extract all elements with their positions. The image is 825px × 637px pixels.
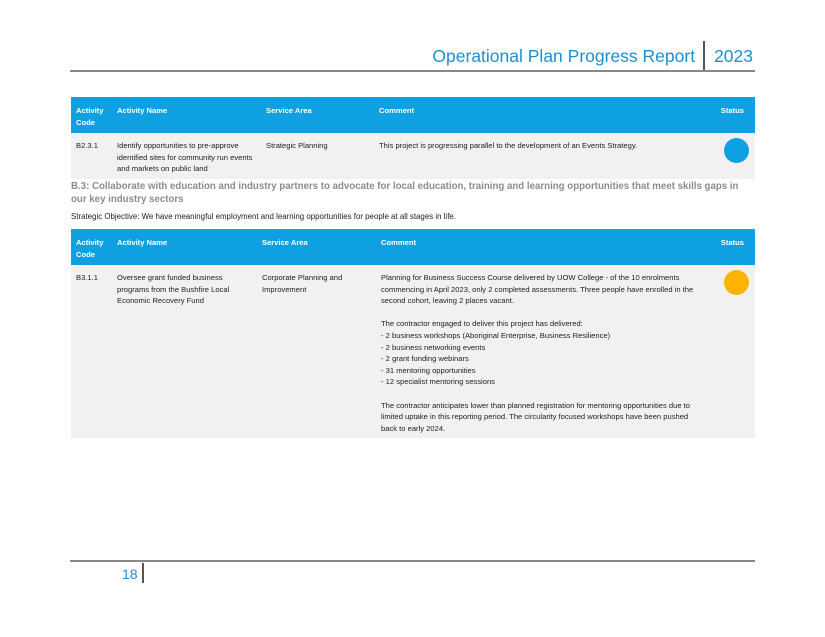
comment (376, 265, 710, 438)
col-comment: Comment (374, 97, 710, 133)
report-header (432, 40, 753, 72)
col-status: Status (710, 97, 755, 133)
table-header-row (71, 229, 755, 265)
section-heading: B.3: Collaborate with education and industry partners to advocate for local education, training and learning opportunities that meet skills gaps in our key industry sectors (71, 181, 739, 205)
comment: This project is progressing parallel to the development of an Events Strategy. (374, 133, 710, 179)
table-row (71, 265, 755, 438)
activity-table-b2 (71, 97, 755, 179)
col-activity-code: Activity Code (71, 229, 112, 265)
activity-name: Oversee grant funded business programs from the Bushfire Local Economic Recovery Fund (112, 265, 257, 438)
strategic-objective: Strategic Objective: We have meaningful employment and learning opportunities for people at all stages in life. (71, 212, 456, 221)
col-status: Status (710, 229, 755, 265)
deliverable-item: - 12 specialist mentoring sessions (381, 377, 495, 387)
footer-rule (70, 560, 755, 562)
deliverable-item: - 31 mentoring opportunities (381, 365, 476, 375)
deliverable-item: - 2 business networking events (381, 342, 486, 352)
page-number-divider (142, 563, 144, 583)
col-activity-name: Activity Name (112, 229, 257, 265)
comment-paragraph: The contractor anticipates lower than planned registration for mentoring opportunities due to limited uptake in this reporting period. The circularity focused workshops have been pushed back to early 2024. (381, 400, 690, 433)
report-year: 2023 (714, 45, 753, 66)
status-indicator (724, 138, 749, 163)
page-number: 18 (122, 566, 138, 582)
col-service-area: Service Area (261, 97, 374, 133)
col-service-area: Service Area (257, 229, 376, 265)
col-activity-code: Activity Code (71, 97, 112, 133)
deliverable-item: - 2 grant funding webinars (381, 354, 469, 364)
service-area: Strategic Planning (261, 133, 374, 179)
comment-paragraph: Planning for Business Success Course delivered by UOW College - of the 10 enrolments commencing in April 2023, only 2 completed assessments. Three people have enrolled in the second cohort, leaving 2 places vacant. (381, 273, 694, 306)
header-rule (70, 70, 755, 72)
activity-code: B3.1.1 (71, 265, 112, 438)
activity-table-b3 (71, 229, 755, 438)
table-header-row (71, 97, 755, 133)
col-comment: Comment (376, 229, 710, 265)
service-area: Corporate Planning and Improvement (257, 265, 376, 438)
col-activity-name: Activity Name (112, 97, 261, 133)
comment-paragraph: The contractor engaged to deliver this project has delivered: (381, 319, 583, 329)
table-row (71, 133, 755, 179)
header-divider (703, 41, 705, 71)
activity-name: Identify opportunities to pre-approve identified sites for community run events and markets on public land (112, 133, 261, 179)
deliverable-item: - 2 business workshops (Aboriginal Enterprise, Business Resilience) (381, 330, 611, 340)
activity-code: B2.3.1 (71, 133, 112, 179)
status-indicator (724, 270, 749, 295)
report-title: Operational Plan Progress Report (432, 45, 696, 66)
